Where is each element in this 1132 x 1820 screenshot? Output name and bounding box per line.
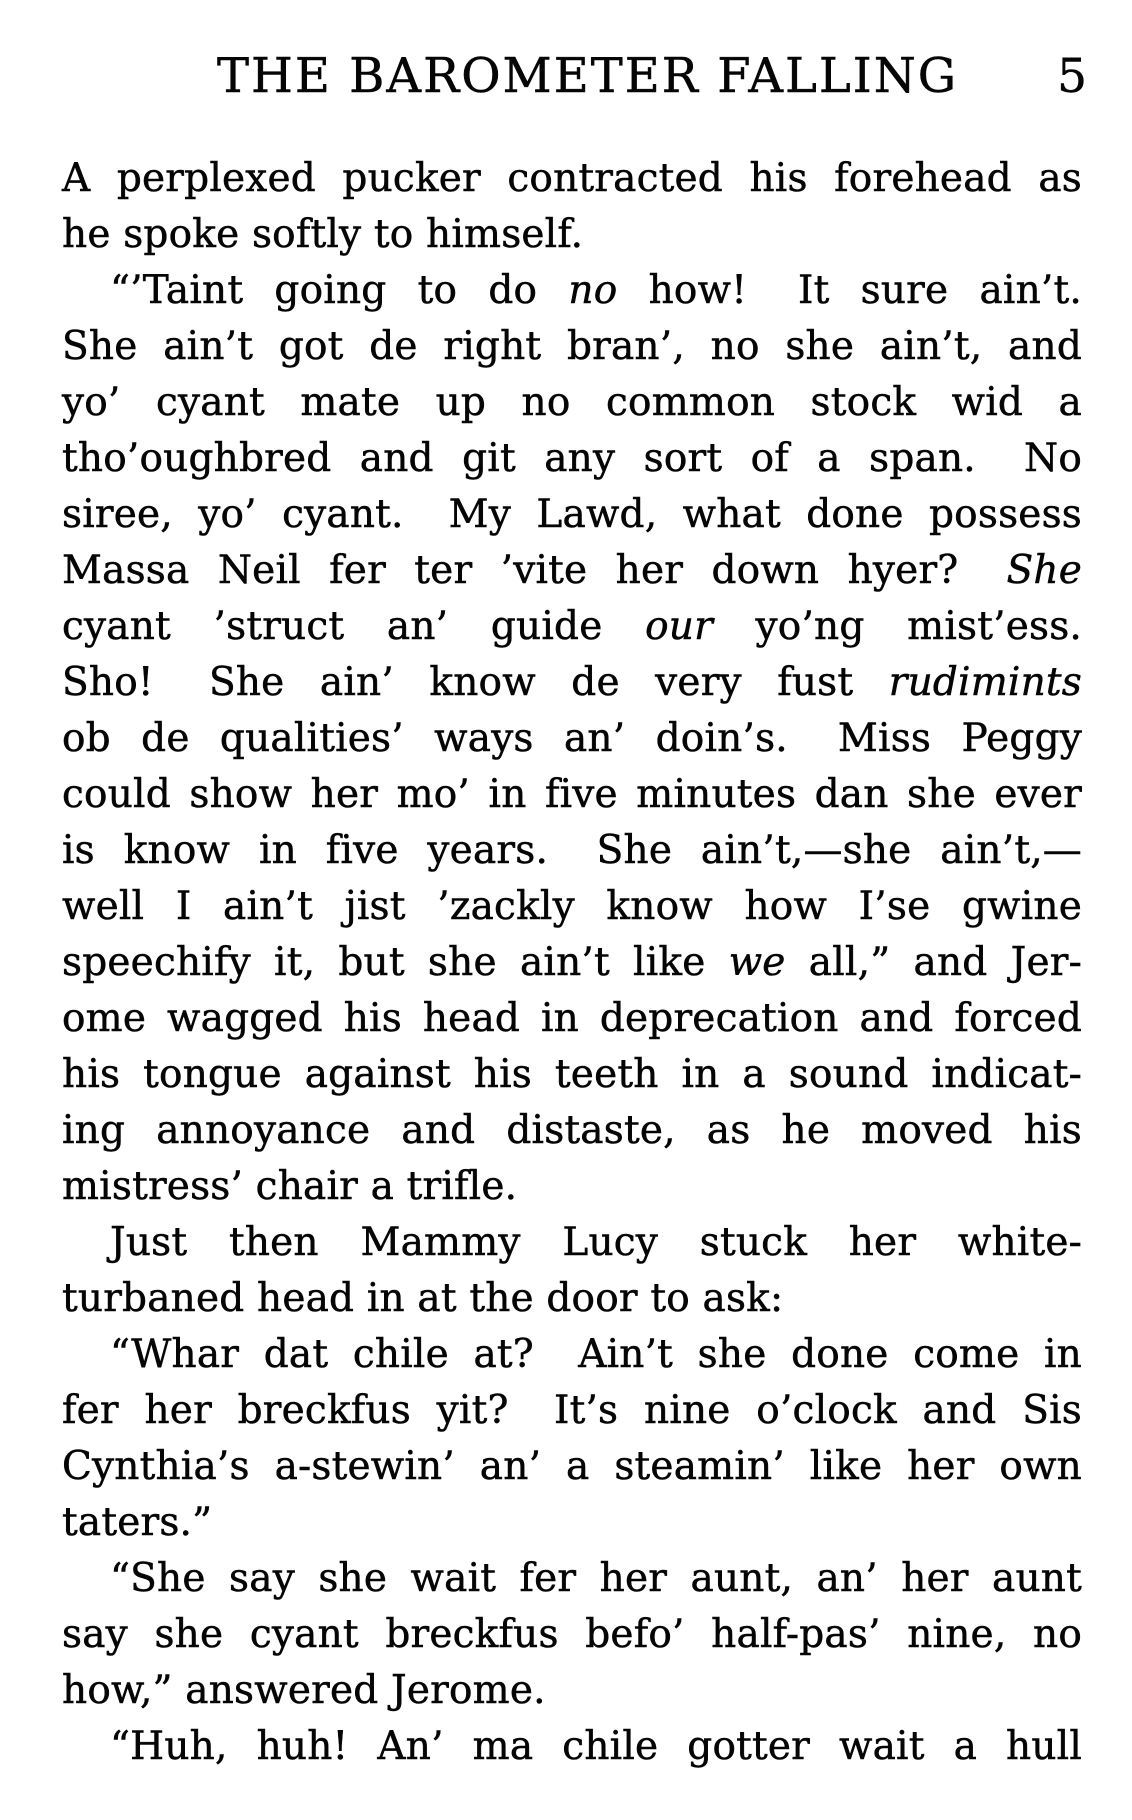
text-segment: taters.” [62, 1500, 213, 1545]
text-segment: how,” answered Jerome. [62, 1668, 546, 1713]
text-line [62, 991, 1082, 1047]
text-segment: is know in five years. She ain’t,—she ain’t,— [62, 828, 1082, 873]
text-line [62, 207, 1082, 263]
text-line [62, 1439, 1082, 1495]
text-segment: mistress’ chair a trifle. [62, 1164, 518, 1209]
text-segment: how! It sure ain’t. [617, 268, 1082, 313]
text-line [62, 263, 1082, 319]
text-line [62, 375, 1082, 431]
text-line [62, 1495, 1082, 1551]
text-line [62, 599, 1082, 655]
text-segment: cyant ’struct an’ guide [62, 604, 646, 649]
text-segment: Sho! She ain’ know de very fust [62, 660, 889, 705]
text-segment: siree, yo’ cyant. My Lawd, what done possess [62, 492, 1082, 537]
text-line [62, 935, 1082, 991]
text-segment: could show her mo’ in five minutes dan she ever [62, 772, 1082, 817]
text-segment: ob de qualities’ ways an’ doin’s. Miss Peggy [62, 716, 1082, 761]
italic-text-segment: rudimints [888, 660, 1082, 705]
text-segment: Just then Mammy Lucy stuck her white- [110, 1220, 1082, 1265]
text-segment: fer her breckfus yit? It’s nine o’clock and Sis [62, 1388, 1082, 1433]
text-segment: yo’ng mist’ess. [712, 604, 1082, 649]
italic-text-segment: our [645, 604, 713, 649]
text-segment: ome wagged his head in deprecation and forced [62, 996, 1082, 1041]
text-line [62, 431, 1082, 487]
text-line [62, 1607, 1082, 1663]
text-line [62, 711, 1082, 767]
italic-text-segment: we [728, 940, 786, 985]
text-segment: yo’ cyant mate up no common stock wid a [62, 380, 1082, 425]
text-line [62, 1383, 1082, 1439]
text-line [62, 543, 1082, 599]
page-header-title: THE BAROMETER FALLING [216, 48, 959, 104]
text-line [62, 1719, 1082, 1775]
text-segment: he spoke softly to himself. [62, 212, 584, 257]
text-line [62, 1271, 1082, 1327]
text-line [62, 1327, 1082, 1383]
text-segment: She ain’t got de right bran’, no she ain’t, and [62, 324, 1082, 369]
text-segment: ing annoyance and distaste, as he moved his [62, 1108, 1082, 1153]
text-segment: tho’oughbred and git any sort of a span. No [62, 436, 1082, 481]
text-line [62, 1551, 1082, 1607]
text-segment: turbaned head in at the door to ask: [62, 1276, 784, 1321]
page-body [62, 151, 1082, 1775]
text-segment: say she cyant breckfus befo’ half-pas’ nine, no [62, 1612, 1082, 1657]
italic-text-segment: no [568, 268, 618, 313]
text-line [62, 823, 1082, 879]
text-segment: all,” and Jer- [785, 940, 1082, 985]
text-line [62, 767, 1082, 823]
text-line [62, 1047, 1082, 1103]
text-segment: well I ain’t jist ’zackly know how I’se gwine [62, 884, 1082, 929]
text-segment: “Huh, huh! An’ ma chile gotter wait a hull [110, 1724, 1082, 1769]
text-line [62, 879, 1082, 935]
text-segment: “She say she wait fer her aunt, an’ her aunt [110, 1556, 1082, 1601]
text-segment: speechify it, but she ain’t like [62, 940, 729, 985]
text-line [62, 487, 1082, 543]
text-segment: Massa Neil fer ter ’vite her down hyer? [62, 548, 1007, 593]
text-line [62, 1103, 1082, 1159]
italic-text-segment: She [1006, 548, 1082, 593]
text-line [62, 655, 1082, 711]
text-line [62, 1159, 1082, 1215]
text-line [62, 1663, 1082, 1719]
text-line [62, 319, 1082, 375]
text-segment: “Whar dat chile at? Ain’t she done come in [110, 1332, 1082, 1377]
text-segment: Cynthia’s a-stewin’ an’ a steamin’ like her own [62, 1444, 1082, 1489]
text-line [62, 151, 1082, 207]
page-number: 5 [1057, 49, 1087, 104]
text-segment: “’Taint going to do [110, 268, 569, 313]
text-segment: his tongue against his teeth in a sound indicat- [62, 1052, 1082, 1097]
text-line [62, 1215, 1082, 1271]
running-header [62, 46, 1087, 108]
text-segment: A perplexed pucker contracted his forehead as [62, 156, 1082, 201]
